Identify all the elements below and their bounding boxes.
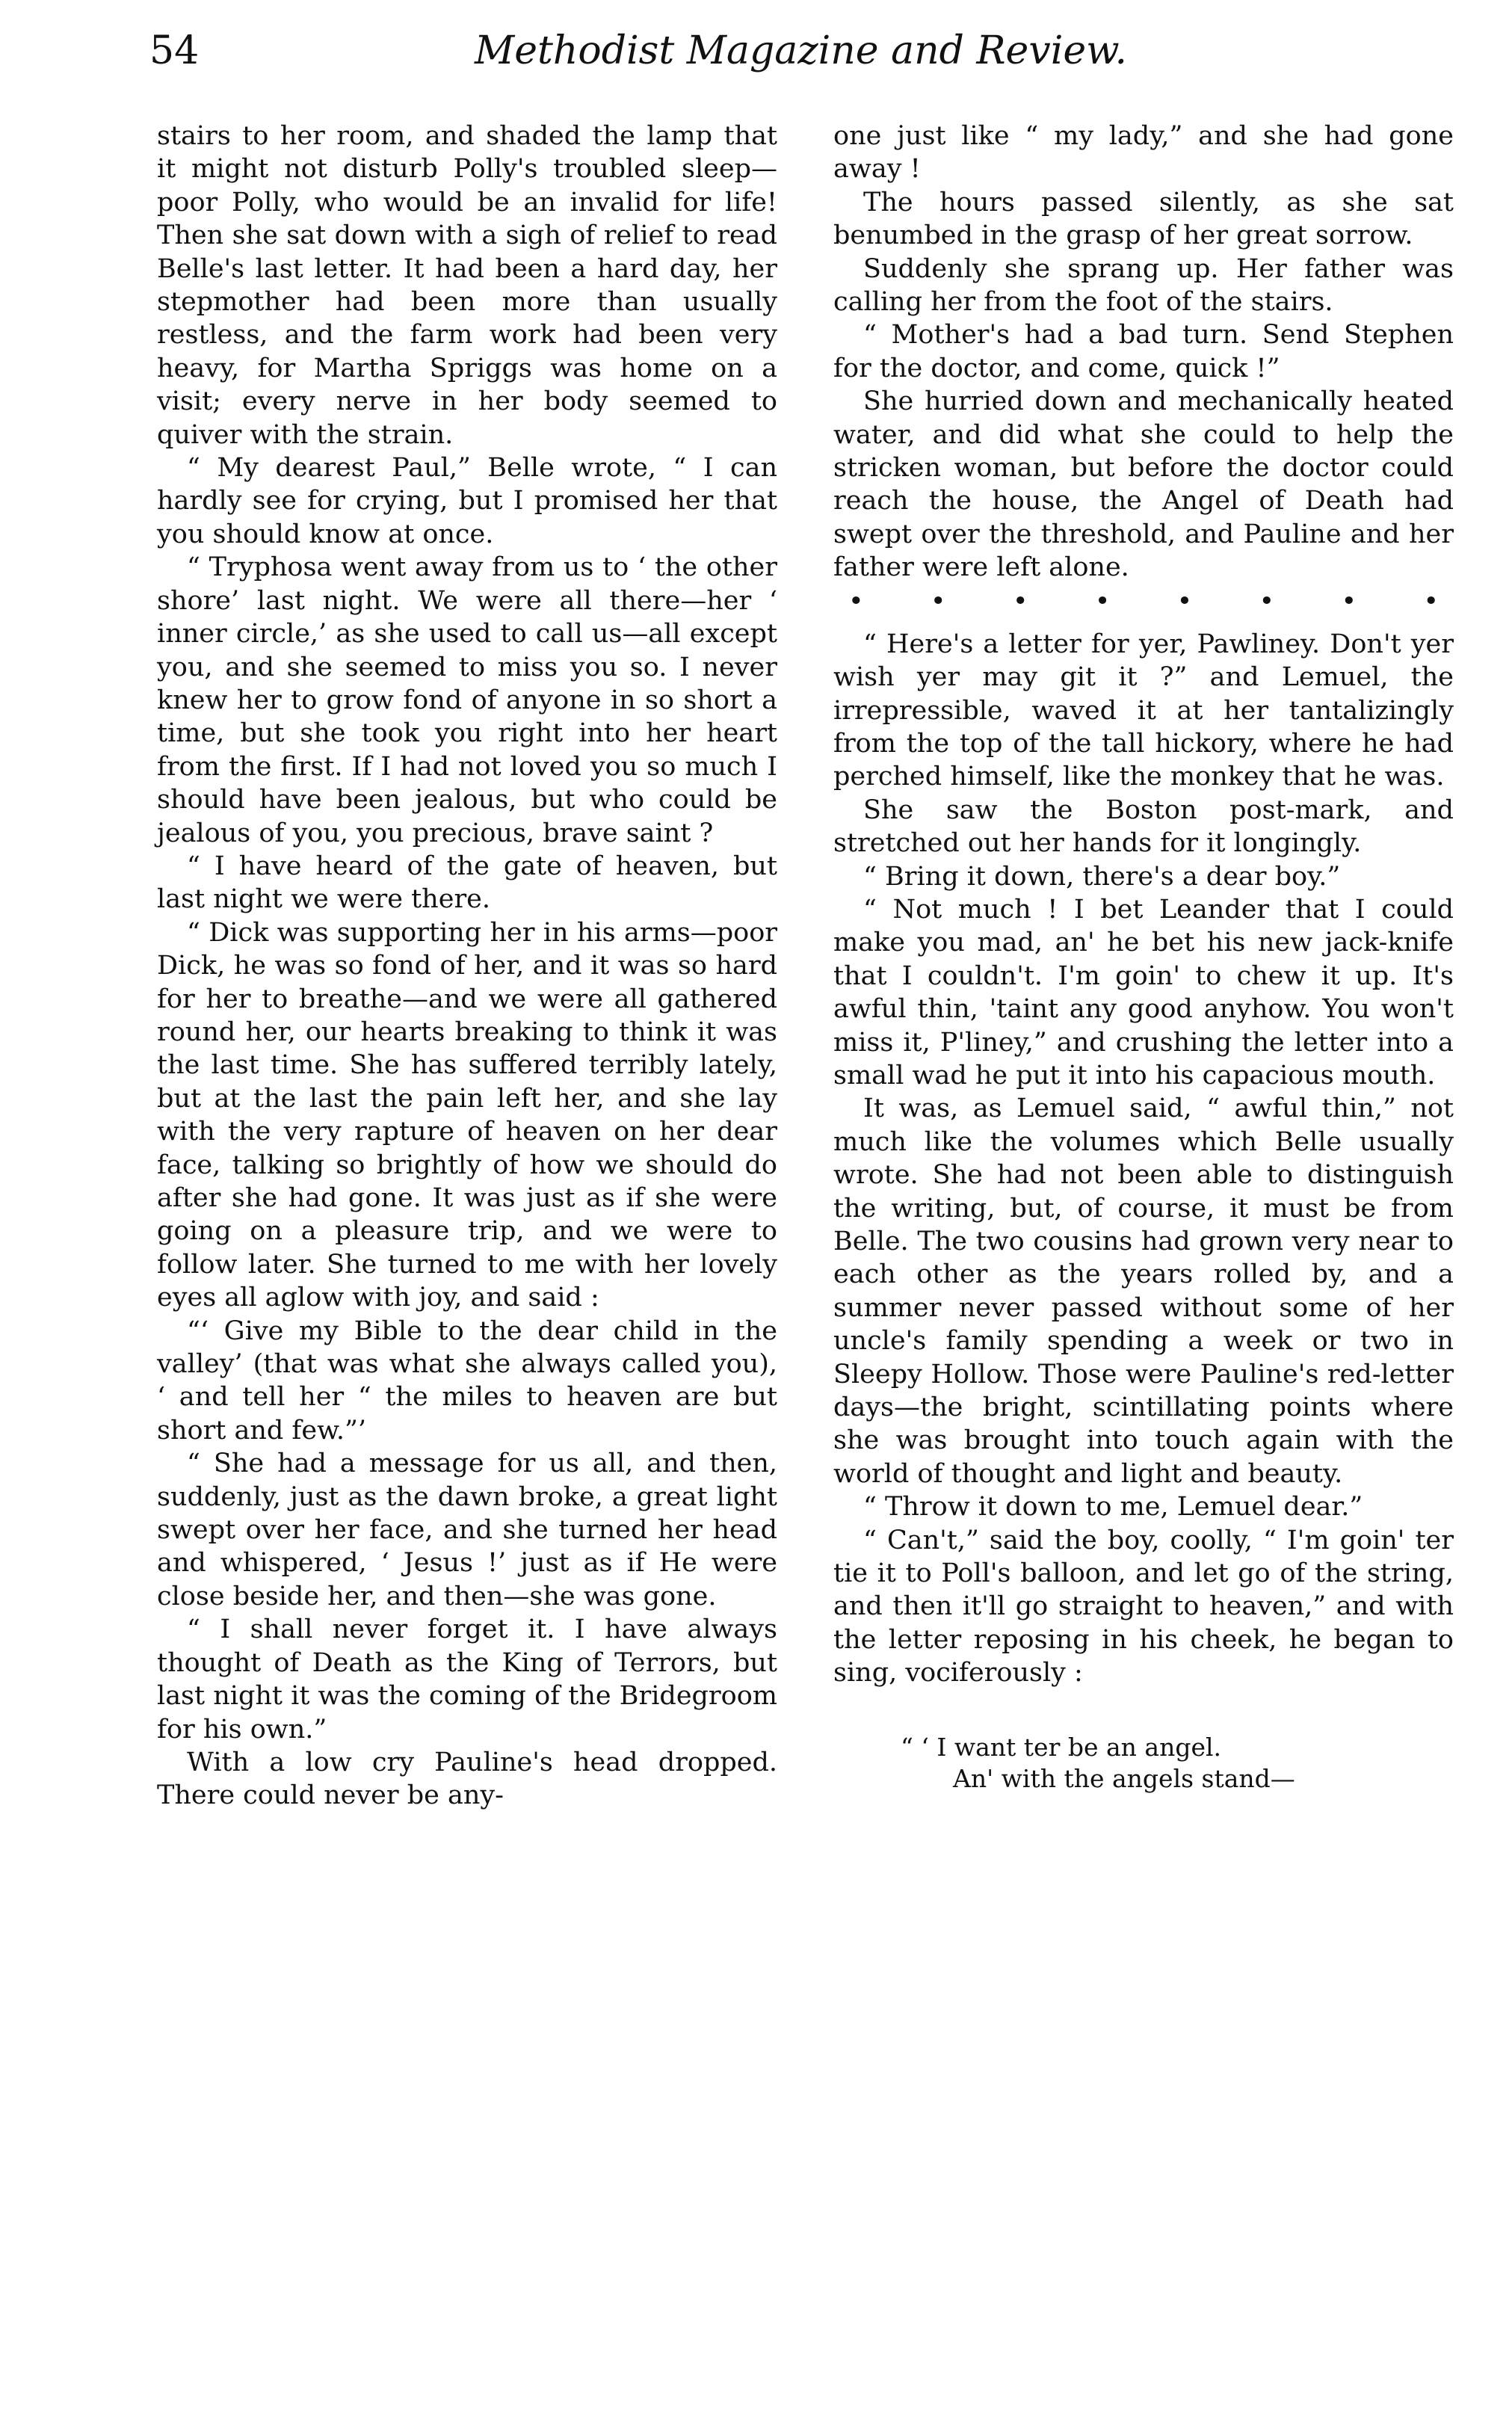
paragraph: “ Not much ! I bet Leander that I could make you mad, an' he bet his new jack-knife that I couldn't. I'm goin' to chew it up. It's awful thin, 'taint any good anyhow. You won't miss it, P'liney,” and crushing the letter into a small wad he put it into his capacious mouth.	[833, 894, 1454, 1091]
verse-quote	[901, 1732, 1454, 1795]
paragraph: With a low cry Pauline's head dropped. There could never be any-	[157, 1747, 777, 1811]
paragraph: one just like “ my lady,” and she had gone away !	[833, 121, 1454, 185]
paragraph: “‘ Give my Bible to the dear child in the valley’ (that was what she always called you), ‘ and tell her “ the miles to heaven are but short and few.”’	[157, 1316, 777, 1446]
paragraph: “ I have heard of the gate of heaven, but last night we were there.	[157, 851, 777, 915]
page-number: 54	[149, 28, 200, 73]
paragraph: “ She had a message for us all, and then, suddenly, just as the dawn broke, a great light swept over her face, and she turned her head and whispered, ‘ Jesus !’ just as if He were close beside her, and then—she was gone.	[157, 1449, 777, 1611]
paragraph: She saw the Boston post-mark, and stretched out her hands for it longingly.	[833, 795, 1454, 859]
paragraph: The hours passed silently, as she sat benumbed in the grasp of her great sorrow.	[833, 187, 1454, 251]
paragraph: “ Dick was supporting her in his arms—poor Dick, he was so fond of her, and it was so hard for her to breathe—and we were all gathered round her, our hearts breaking to think it was the last time. She has suffered terribly lately, but at the last the pain left her, and she lay with the very rapture of heaven on her dear face, talking so brightly of how we should do after she had gone. It was just as if she were going on a pleasure trip, and we were to follow later. She turned to me with her lovely eyes all aglow with joy, and said :	[157, 917, 777, 1313]
section-break-dots: • • • • • • • •	[848, 586, 1439, 617]
paragraph: “ Tryphosa went away from us to ‘ the other shore’ last night. We were all there—her ‘ inner circle,’ as she used to call us—all except you, and she seemed to miss you so. I never knew her to grow fond of anyone in so short a time, but she took you right into her heart from the first. If I had not loved you so much I should have been jealous, but who could be jealous of you, you precious, brave saint ?	[157, 552, 777, 848]
paragraph: “ Throw it down to me, Lemuel dear.”	[863, 1492, 1363, 1523]
left-column	[157, 120, 777, 1813]
paragraph: “ My dearest Paul,” Belle wrote, “ I can hardly see for crying, but I promised her that you should know at once.	[157, 453, 777, 549]
paragraph: “ I shall never forget it. I have always thought of Death as the King of Terrors, but last night it was the coming of the Bridegroom for his own.”	[157, 1614, 777, 1745]
right-column	[833, 120, 1454, 1795]
verse-line: “ ‘ I want ter be an angel.	[901, 1732, 1222, 1762]
paragraph: “ Mother's had a bad turn. Send Stephen for the doctor, and come, quick !”	[833, 320, 1454, 383]
paragraph: stairs to her room, and shaded the lamp that it might not disturb Polly's troubled sleep—poor Polly, who would be an invalid for life! Then she sat down with a sigh of relief to read Belle's last letter. It had been a hard day, her stepmother had been more than usually restless, and the farm work had been very heavy, for Martha Spriggs was home on a visit; every nerve in her body seemed to quiver with the strain.	[157, 121, 777, 450]
running-title: Methodist Magazine and Review.	[475, 28, 1127, 73]
verse-line: An' with the angels stand—	[953, 1763, 1295, 1793]
paragraph: Suddenly she sprang up. Her father was calling her from the foot of the stairs.	[833, 253, 1454, 318]
page-header	[0, 0, 1512, 90]
paragraph: “ Here's a letter for yer, Pawliney. Don't yer wish yer may git it ?” and Lemuel, the irrepressible, waved it at her tantalizingly from the top of the tall hickory, where he had perched himself, like the monkey that he was.	[833, 629, 1454, 792]
paragraph: She hurried down and mechanically heated water, and did what she could to help the stricken woman, but before the doctor could reach the house, the Angel of Death had swept over the threshold, and Pauline and her father were left alone.	[833, 386, 1454, 583]
paragraph: It was, as Lemuel said, “ awful thin,” not much like the volumes which Belle usually wrote. She had not been able to distinguish the writing, but, of course, it must be from Belle. The two cousins had grown very near to each other as the years rolled by, and a summer never passed without some of her uncle's family spending a week or two in Sleepy Hollow. Those were Pauline's red-letter days—the bright, scintillating points where she was brought into touch again with the world of thought and light and beauty.	[833, 1094, 1454, 1489]
paragraph: “ Can't,” said the boy, coolly, “ I'm goin' ter tie it to Poll's balloon, and let go of the string, and then it'll go straight to heaven,” and with the letter reposing in his cheek, he began to sing, vociferously :	[833, 1525, 1454, 1688]
paragraph: “ Bring it down, there's a dear boy.”	[863, 861, 1341, 892]
